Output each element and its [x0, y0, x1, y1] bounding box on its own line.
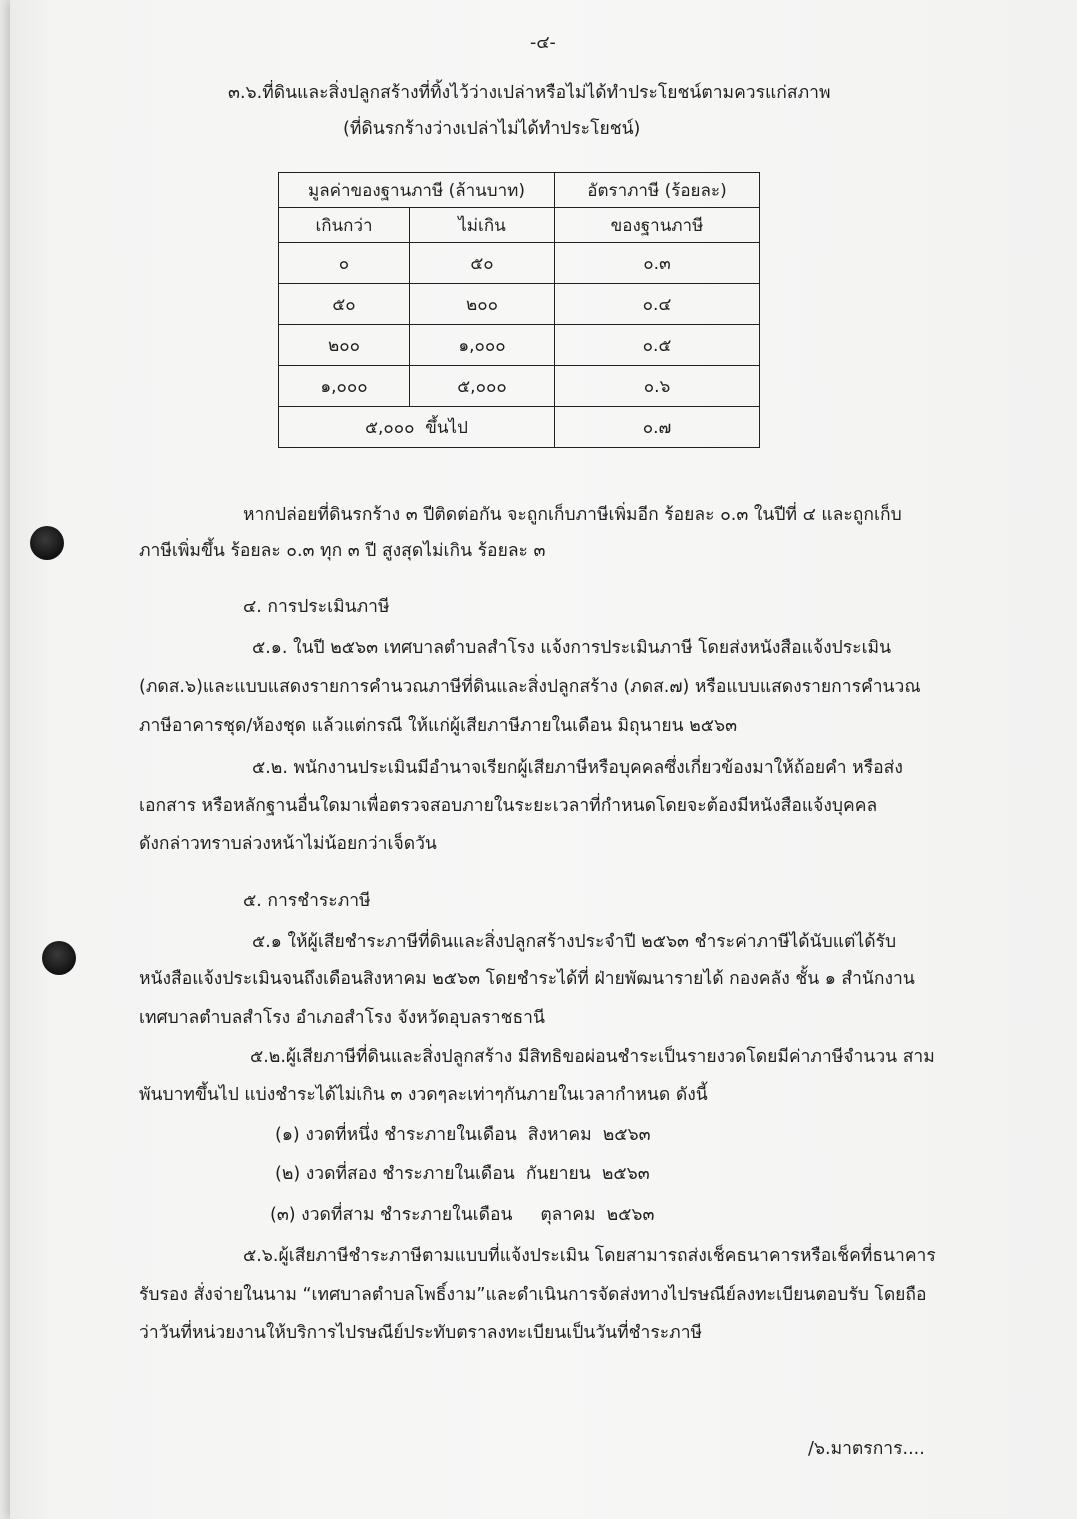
next-page-marker: /๖.มาตรการ....	[808, 1439, 925, 1459]
cell-over-last: ๕,๐๐๐ ขึ้นไป	[279, 407, 555, 448]
paragraph-line: ว่าวันที่หน่วยงานให้บริการไปรษณีย์ประทับตราลงทะเบียนเป็นวันที่ชำระภาษี	[139, 1323, 703, 1343]
paragraph-line: ดังกล่าวทราบล่วงหน้าไม่น้อยกว่าเจ็ดวัน	[139, 834, 437, 854]
cell-over: ๒๐๐	[279, 325, 410, 366]
paragraph-line: เทศบาลตำบลสำโรง อำเภอสำโรง จังหวัดอุบลราชธานี	[139, 1008, 545, 1028]
table-subheader-over: เกินกว่า	[279, 208, 410, 243]
section-title-line1: ๓.๖.ที่ดินและสิ่งปลูกสร้างที่ทิ้งไว้ว่างเปล่าหรือไม่ได้ทำประโยชน์ตามควรแก่สภาพ	[228, 83, 831, 103]
cell-rate: ๐.๖	[555, 366, 760, 407]
paragraph-line: ๕.๑ ให้ผู้เสียชำระภาษีที่ดินและสิ่งปลูกสร้างประจำปี ๒๕๖๓ ชำระค่าภาษีได้นับแต่ได้รับ	[252, 932, 897, 952]
page-number: -๔-	[530, 33, 556, 53]
cell-over: ๕๐	[279, 284, 410, 325]
cell-not-over: ๕๐	[410, 243, 555, 284]
paragraph-line: ๕.๖.ผู้เสียภาษีชำระภาษีตามแบบที่แจ้งประเมิน โดยสามารถส่งเช็คธนาคารหรือเช็คที่ธนาคาร	[243, 1246, 936, 1266]
cell-not-over: ๒๐๐	[410, 284, 555, 325]
cell-not-over: ๑,๐๐๐	[410, 325, 555, 366]
table-header-rate: อัตราภาษี (ร้อยละ)	[555, 173, 760, 208]
paragraph-line: ๕.๒. พนักงานประเมินมีอำนาจเรียกผู้เสียภาษีหรือบุคคลซึ่งเกี่ยวข้องมาให้ถ้อยคำ หรือส่ง	[252, 758, 903, 778]
table-row	[279, 243, 760, 284]
punch-hole	[42, 941, 76, 975]
paragraph-line: (ภดส.๖)และแบบแสดงรายการคำนวณภาษีที่ดินและสิ่งปลูกสร้าง (ภดส.๗) หรือแบบแสดงรายการคำนวณ	[139, 677, 921, 697]
installment-item: (๓) งวดที่สาม ชำระภายในเดือน ตุลาคม ๒๕๖๓	[270, 1205, 655, 1225]
note-line1: หากปล่อยที่ดินรกร้าง ๓ ปีติดต่อกัน จะถูกเก็บภาษีเพิ่มอีก ร้อยละ ๐.๓ ในปีที่ ๔ และถูกเก็บ	[243, 505, 902, 525]
tax-rate-table	[278, 172, 760, 448]
table-subheader-not-over: ไม่เกิน	[410, 208, 555, 243]
cell-rate: ๐.๓	[555, 243, 760, 284]
section-5-heading: ๕. การชำระภาษี	[243, 891, 371, 911]
cell-over: ๑,๐๐๐	[279, 366, 410, 407]
cell-rate: ๐.๕	[555, 325, 760, 366]
table-subheader-rate: ของฐานภาษี	[555, 208, 760, 243]
table-row	[279, 284, 760, 325]
installment-item: (๑) งวดที่หนึ่ง ชำระภายในเดือน สิงหาคม ๒๕๖๓	[275, 1125, 651, 1145]
punch-hole	[30, 526, 64, 560]
paragraph-line: ภาษีอาคารชุด/ห้องชุด แล้วแต่กรณี ให้แก่ผู้เสียภาษีภายในเดือน มิถุนายน ๒๕๖๓	[139, 716, 738, 736]
paragraph-line: พันบาทขึ้นไป แบ่งชำระได้ไม่เกิน ๓ งวดๆละเท่าๆกันภายในเวลากำหนด ดังนี้	[139, 1085, 708, 1105]
table-row	[279, 366, 760, 407]
paragraph-line: รับรอง สั่งจ่ายในนาม “เทศบาลตำบลโพธิ์งาม”และดำเนินการจัดส่งทางไปรษณีย์ลงทะเบียนตอบรับ โดยถือ	[139, 1285, 927, 1305]
table-header-value: มูลค่าของฐานภาษี (ล้านบาท)	[279, 173, 555, 208]
cell-not-over: ๕,๐๐๐	[410, 366, 555, 407]
paragraph-line: ๕.๒.ผู้เสียภาษีที่ดินและสิ่งปลูกสร้าง มีสิทธิขอผ่อนชำระเป็นรายงวดโดยมีค่าภาษีจำนวน สาม	[250, 1047, 935, 1067]
cell-rate: ๐.๔	[555, 284, 760, 325]
installment-item: (๒) งวดที่สอง ชำระภายในเดือน กันยายน ๒๕๖๓	[275, 1164, 650, 1184]
paragraph-line: ๕.๑. ในปี ๒๕๖๓ เทศบาลตำบลสำโรง แจ้งการประเมินภาษี โดยส่งหนังสือแจ้งประเมิน	[252, 638, 892, 658]
section-4-heading: ๔. การประเมินภาษี	[243, 597, 390, 617]
paragraph-line: หนังสือแจ้งประเมินจนถึงเดือนสิงหาคม ๒๕๖๓ โดยชำระได้ที่ ฝ่ายพัฒนารายได้ กองคลัง ชั้น ๑ สำนักงาน	[139, 969, 915, 989]
table-row	[279, 325, 760, 366]
cell-over: ๐	[279, 243, 410, 284]
cell-rate: ๐.๗	[555, 407, 760, 448]
note-line2: ภาษีเพิ่มขึ้น ร้อยละ ๐.๓ ทุก ๓ ปี สูงสุดไม่เกิน ร้อยละ ๓	[139, 541, 546, 561]
paragraph-line: เอกสาร หรือหลักฐานอื่นใดมาเพื่อตรวจสอบภายในระยะเวลาที่กำหนดโดยจะต้องมีหนังสือแจ้งบุคคล	[139, 796, 878, 816]
section-title-line2: (ที่ดินรกร้างว่างเปล่าไม่ได้ทำประโยชน์)	[343, 119, 641, 139]
table-row	[279, 407, 760, 448]
